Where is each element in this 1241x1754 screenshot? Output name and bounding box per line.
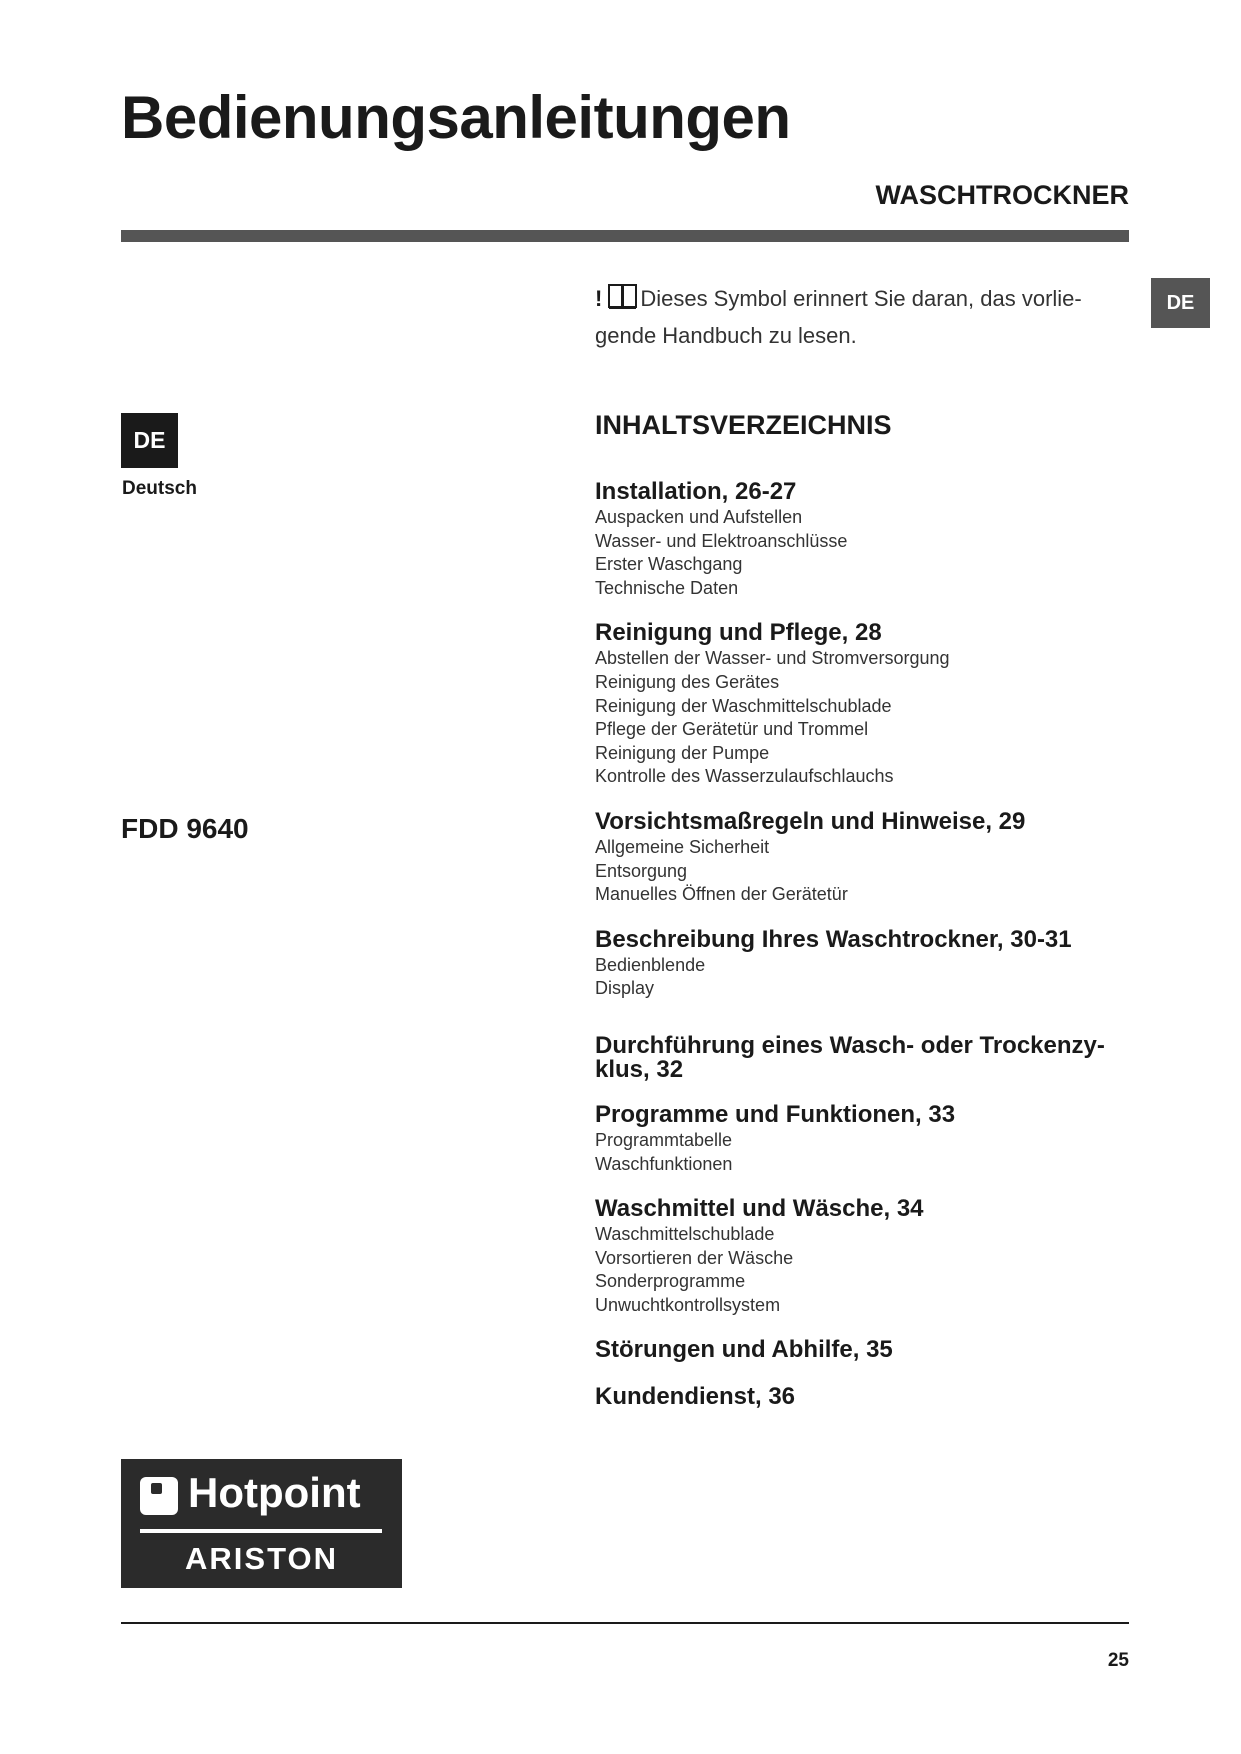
toc-section xyxy=(595,926,1135,1001)
toc-heading: Vorsichtsmaßregeln und Hinweise, 29 xyxy=(595,807,1026,835)
notice-text-line2: gende Handbuch zu lesen. xyxy=(595,323,857,348)
footer-divider xyxy=(121,1622,1129,1624)
toc-section xyxy=(595,478,1135,600)
language-name: Deutsch xyxy=(122,478,197,499)
language-side-tab: DE xyxy=(1151,278,1210,328)
toc-heading: Programme und Funktionen, 33 xyxy=(595,1100,956,1128)
toc-heading: Waschmittel und Wäsche, 34 xyxy=(595,1195,924,1223)
product-type: WASCHTROCKNER xyxy=(875,180,1129,210)
hotpoint-ariston-logo xyxy=(121,1459,402,1588)
toc-item: Erster Waschgang xyxy=(595,554,743,575)
language-code-badge: DE xyxy=(121,413,178,468)
toc-section xyxy=(595,1031,1135,1083)
toc-heading: Beschreibung Ihres Waschtrockner, 30-31 xyxy=(595,925,1072,953)
toc-heading: Kundendienst, 36 xyxy=(595,1383,796,1411)
toc-item: Wasser- und Elektroanschlüsse xyxy=(595,530,848,551)
toc-section xyxy=(595,619,1135,789)
toc-item: Bedienblende xyxy=(595,954,706,975)
toc-item: Auspacken und Aufstellen xyxy=(595,507,803,527)
toc-item: Abstellen der Wasser- und Stromversorgung xyxy=(595,648,950,669)
toc-item: Kontrolle des Wasserzulaufschlauchs xyxy=(595,766,894,787)
toc-heading: Reinigung und Pflege, 28 xyxy=(595,619,882,647)
toc-item: Vorsortieren der Wäsche xyxy=(595,1247,794,1268)
toc-item: Technische Daten xyxy=(595,577,739,598)
logo-divider xyxy=(140,1529,382,1533)
toc-section xyxy=(595,1383,1135,1411)
toc-item: Unwuchtkontrollsystem xyxy=(595,1294,781,1315)
toc-item: Pflege der Gerätetür und Trommel xyxy=(595,719,869,740)
model-number: FDD 9640 xyxy=(121,813,249,844)
logo-brand-text: Hotpoint xyxy=(188,1469,361,1516)
toc-item: Entsorgung xyxy=(595,860,688,881)
logo-mark-icon xyxy=(140,1477,178,1515)
toc-heading-continued: klus, 32 xyxy=(595,1055,684,1083)
exclamation-mark: ! xyxy=(595,286,603,311)
manual-notice xyxy=(595,282,1115,352)
toc-item: Display xyxy=(595,978,655,999)
header-divider xyxy=(121,230,1129,242)
toc-section xyxy=(595,1195,1135,1317)
page-title: Bedienungsanleitungen xyxy=(121,84,791,151)
toc-item: Reinigung des Gerätes xyxy=(595,671,780,692)
toc-title: INHALTSVERZEICHNIS xyxy=(595,410,892,440)
page-number: 25 xyxy=(1107,1650,1129,1671)
toc-item: Programmtabelle xyxy=(595,1129,733,1150)
toc-section xyxy=(595,808,1135,907)
toc-section xyxy=(595,1336,1135,1364)
toc-section xyxy=(595,1101,1135,1176)
toc-item: Reinigung der Pumpe xyxy=(595,742,770,763)
toc-item: Waschmittelschublade xyxy=(595,1224,775,1245)
toc-item: Reinigung der Waschmittelschublade xyxy=(595,695,892,716)
toc-heading: Installation, 26-27 xyxy=(595,478,797,505)
toc-item: Sonderprogramme xyxy=(595,1271,746,1292)
toc-item: Allgemeine Sicherheit xyxy=(595,836,770,857)
logo-sub-text: ARISTON xyxy=(185,1541,338,1576)
table-of-contents xyxy=(595,478,1135,1422)
toc-heading: Durchführung eines Wasch- oder Trockenzy- xyxy=(595,1031,1105,1059)
toc-item: Waschfunktionen xyxy=(595,1153,733,1174)
book-icon xyxy=(608,283,638,319)
toc-item: Manuelles Öffnen der Gerätetür xyxy=(595,884,848,905)
notice-text: Dieses Symbol erinnert Sie daran, das vorlie- xyxy=(640,286,1082,311)
toc-heading: Störungen und Abhilfe, 35 xyxy=(595,1336,893,1364)
